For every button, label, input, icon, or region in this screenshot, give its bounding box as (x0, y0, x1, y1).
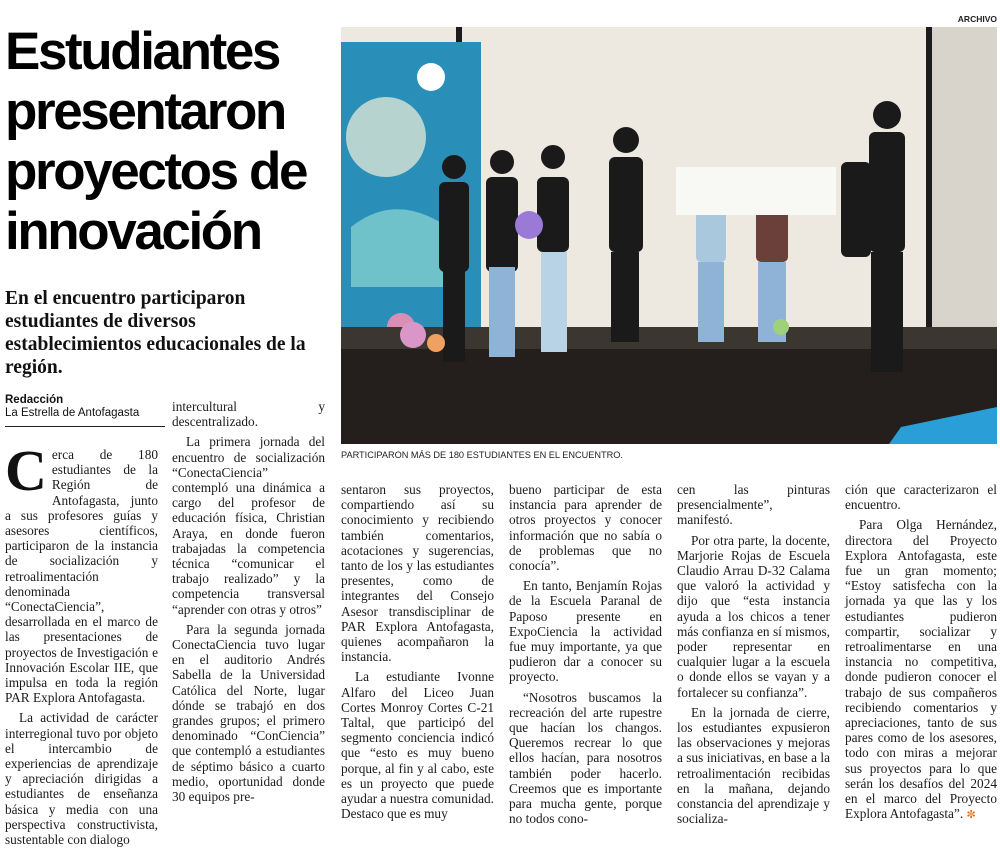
subheadline: En el encuentro participaron estudiantes de diversos establecimientos educacionales de la región. (5, 288, 306, 378)
paragraph: Por otra parte, la docente, Marjorie Rojas de Escuela Claudio Arrau D-32 Calama que valoró la actividad y dijo que “esta instancia ayuda a los chicos a tener más confianza en sí mismos, poder representar en cualquier lugar a la escuela o donde ellos se vayan y a fortalecer su confianza”. (677, 532, 830, 700)
article-column-3 (341, 482, 494, 826)
paragraph: La primera jornada del encuentro de socialización “ConectaCiencia” contempló una dinámica a cargo del profesor de educación física, Christian Araya, en donde fueron trabajadas la competencia técnica “comunicar el trabajo realizado” y la competencia transversal “aprender con otras y otros” (172, 434, 325, 617)
paragraph: La estudiante Ivonne Alfaro del Liceo Juan Cortes Monroy Cortes C-21 Taltal, que participó del segmento conciencia indicó que “esto es muy bueno porque, al fin y al cabo, este es un proyecto que puede ayudar a nuestra comunidad. Destaco que es muy (341, 669, 494, 822)
paragraph: La actividad de carácter interregional tuvo por objeto el intercambio de experiencias de aprendizaje y apreciación dirigidas a estudiantes de enseñanza básica y media con una perspectiva constructivista, sustentable con dialogo (5, 710, 158, 848)
byline-divider (5, 426, 165, 427)
paragraph: Para la segunda jornada ConectaCiencia tuvo lugar en el auditorio Andrés Sabella de la Universidad Católica del Norte, lugar dónde se trabajó en dos grandes grupos; el primero denominado “ConCiencia” que contempló a estudiantes de séptimo básico a cuarto medio, oportunidad donde 30 equipos pre- (172, 621, 325, 805)
photo-credit: ARCHIVO (957, 14, 997, 24)
byline-outlet: La Estrella de Antofagasta (5, 407, 140, 419)
paragraph (5, 438, 158, 706)
paragraph: “Nosotros buscamos la recreación del arte rupestre que hacían los changos. Queremos recrear lo que ellos hacían, para nosotros también poder hacerlo. Creemos que es importante para mucha gente, porque no todos cono- (509, 689, 662, 827)
headline: Estudiantes presentaron proyectos de innovación (5, 22, 307, 261)
paragraph: intercultural y descentralizado. (172, 399, 325, 430)
article-column-1 (5, 438, 158, 852)
paragraph: En tanto, Benjamín Rojas de la Escuela Paranal de Paposo presente en ExpoCiencia la actividad fue muy importante, ya que pudieron dar a conocer su proyecto. (509, 578, 662, 685)
paragraph (845, 517, 997, 823)
paragraph: sentaron sus proyectos, compartiendo así su conocimiento y recibiendo también comentarios, acotaciones y sugerencias, tanto de los y las estudiantes presentes, como de integrantes del Consejo Asesor transdisciplinar de PAR Explora Antofagasta, quienes acompañaron la instancia. (341, 482, 494, 665)
paragraph: ción que caracterizaron el encuentro. (845, 482, 997, 513)
photo-caption: PARTICIPARON MÁS DE 180 ESTUDIANTES EN EL ENCUENTRO. (341, 450, 623, 460)
paragraph: cen las pinturas presencialmente”, manifestó. (677, 482, 830, 528)
byline (5, 394, 165, 420)
article-photo (341, 27, 997, 444)
article-column-5 (677, 482, 830, 831)
article-column-4 (509, 482, 662, 831)
paragraph: bueno participar de esta instancia para aprender de otros proyectos y conocer información que no sabía o de problemas que no conocía”. (509, 482, 662, 574)
drop-cap: C (5, 438, 47, 503)
byline-author: Redacción (5, 394, 64, 406)
end-mark-icon: ✼ (966, 809, 976, 822)
photo-illustration (341, 27, 997, 444)
article-column-2 (172, 399, 325, 809)
paragraph-text: erca de 180 estudiantes de la Región de Antofagasta, junto a sus profesores guías y asesores científicos, participaron de la instancia de socialización y retroalimentación denominada “ConectaCiencia”, desarrollada en el marco de las presentaciones de proyectos de Investigación e Innovación Escolar IIE, que impulsa en toda la región PAR Explora Antofagasta. (5, 447, 158, 706)
paragraph: En la jornada de cierre, los estudiantes expusieron las observaciones y mejoras a sus iniciativas, en base a la retroalimentación recibidas en la mañana, dejando constancia del aprendizaje y socializa- (677, 704, 830, 827)
article-column-6 (845, 482, 997, 828)
paragraph-text: Para Olga Hernández, directora del Proyecto Explora Antofagasta, este fue un gran momento; “Estoy satisfecha con la jornada ya que las y los estudiantes pudieron compartir, socializar y retroalimentarse en una instancia no competitiva, donde pudieron conocer el trabajo de sus compañeros recibiendo comentarios y apreciaciones, tanto de sus pares como de los asesores, todo con miras a mejorar sus proyectos para lo que serán los desafíos del 2024 en el marco del Proyecto Explora Antofagasta”. (845, 517, 997, 822)
